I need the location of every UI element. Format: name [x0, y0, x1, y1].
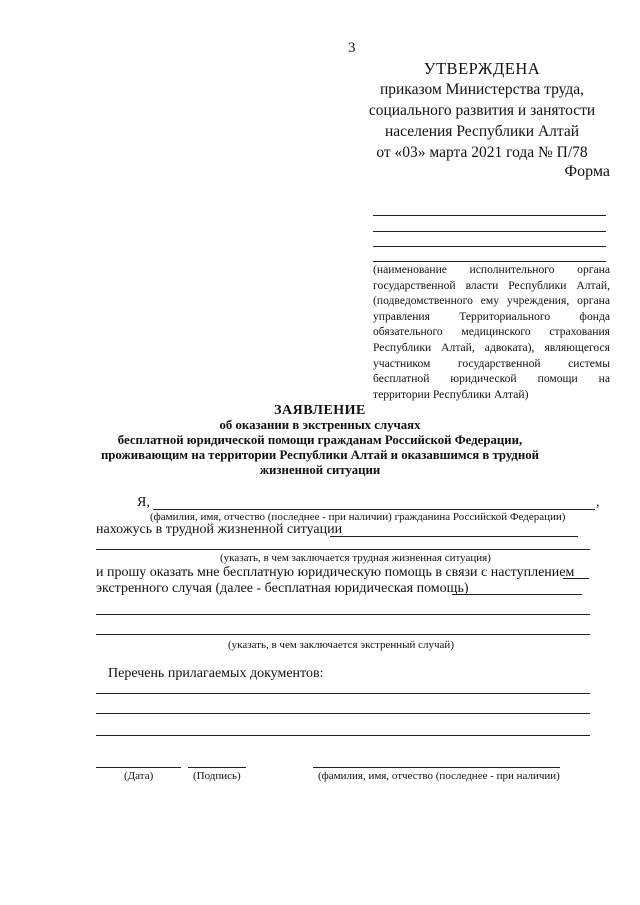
documents-field[interactable]: [96, 713, 590, 714]
situation-caption: (указать, в чем заключается трудная жизненная ситуация): [220, 552, 491, 564]
form-label: Форма: [564, 163, 610, 180]
addressee-line[interactable]: [373, 246, 606, 247]
signature-fio-field[interactable]: [313, 767, 560, 768]
application-title-block: [0, 403, 640, 478]
situation-label: нахожусь в трудной жизненной ситуации: [96, 522, 343, 537]
application-title: ЗАЯВЛЕНИЕ: [274, 403, 366, 418]
addressee-note: (наименование исполнительного органа государственной власти Республики Алтай, (подведомственного ему учреждения, органа управления Территориального фонда обязательного медицинского страхования Республики Алтай, адвоката), являющегося участником государственной системы бесплатной юридической помощи на территории Республики Алтай): [373, 263, 610, 401]
request-field[interactable]: [452, 594, 582, 595]
application-subtitle-line: бесплатной юридической помощи гражданам Российской Федерации,: [117, 433, 523, 447]
approval-title: УТВЕРЖДЕНА: [423, 59, 541, 78]
fio-comma: ,: [596, 495, 600, 510]
i-label: Я,: [137, 495, 150, 510]
approval-line: от «03» марта 2021 года № П/78: [376, 144, 588, 161]
situation-field-2[interactable]: [96, 549, 590, 550]
emergency-field[interactable]: [96, 614, 590, 615]
approval-line: приказом Министерства труда,: [379, 81, 585, 98]
fio-caption: (фамилия, имя, отчество (последнее - при наличии) гражданина Российской Федерации): [150, 511, 566, 523]
addressee-line[interactable]: [373, 231, 606, 232]
fio-field[interactable]: [153, 509, 595, 510]
date-field[interactable]: [96, 767, 181, 768]
date-label: (Дата): [124, 770, 154, 782]
approval-line: населения Республики Алтай: [384, 123, 580, 140]
sign-field[interactable]: [188, 767, 246, 768]
documents-field[interactable]: [96, 735, 590, 736]
request-line-1: и прошу оказать мне бесплатную юридическую помощь в связи с наступлением: [96, 565, 575, 580]
emergency-caption: (указать, в чем заключается экстренный случай): [228, 639, 454, 651]
request-line-2: экстренного случая (далее - бесплатная юридическая помощь): [96, 581, 469, 596]
signature-fio-label: (фамилия, имя, отчество (последнее - при наличии): [318, 770, 560, 782]
request-short-field[interactable]: [563, 578, 589, 579]
documents-label: Перечень прилагаемых документов:: [108, 666, 324, 681]
approval-line: социального развития и занятости: [368, 102, 596, 119]
situation-field[interactable]: [330, 536, 578, 537]
approval-block: [360, 58, 604, 163]
page-number: 3: [348, 40, 356, 56]
application-subtitle-line: жизненной ситуации: [259, 463, 381, 477]
application-subtitle-line: проживающим на территории Республики Алтай и оказавшимся в трудной: [100, 448, 540, 462]
documents-field[interactable]: [96, 693, 590, 694]
emergency-field[interactable]: [96, 634, 590, 635]
application-subtitle-line: об оказании в экстренных случаях: [219, 418, 421, 432]
addressee-line[interactable]: [373, 215, 606, 216]
sign-label: (Подпись): [193, 770, 241, 782]
